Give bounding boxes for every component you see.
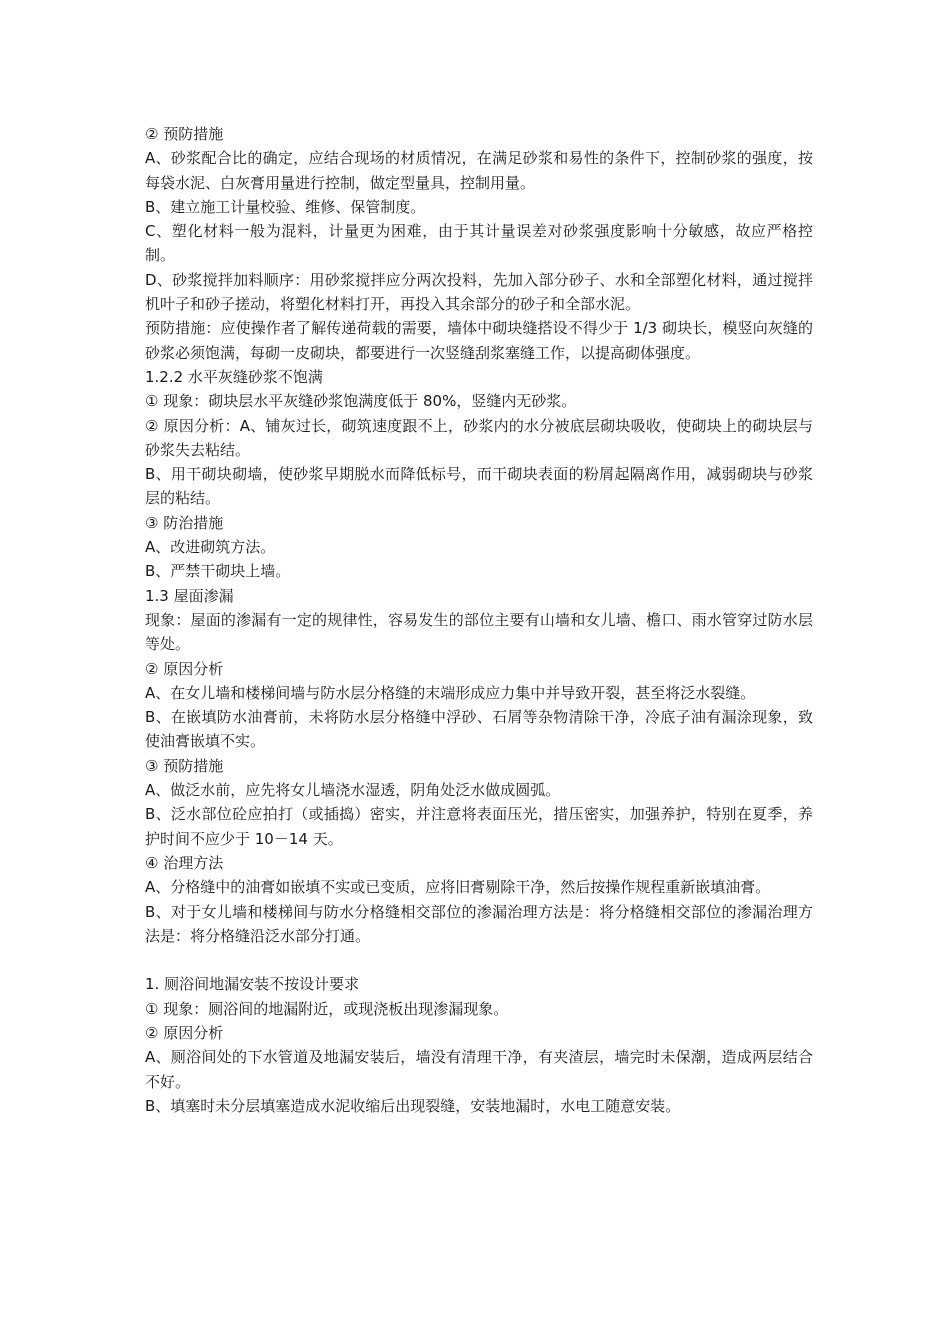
paragraph: 现象：屋面的渗漏有一定的规律性，容易发生的部位主要有山墙和女儿墙、檐口、雨水管穿过防水层等处。 <box>145 610 813 654</box>
paragraph: B、用干砌块砌墙，使砂浆早期脱水而降低标号，而干砌块表面的粉屑起隔离作用，减弱砌块与砂浆层的粘结。 <box>145 465 813 508</box>
document-page <box>145 122 813 1118</box>
paragraph: C、塑化材料一般为混料，计量更为困难，由于其计量误差对砂浆强度影响十分敏感，故应严格控制。 <box>145 222 813 265</box>
paragraph: A、砂浆配合比的确定，应结合现场的材质情况，在满足砂浆和易性的条件下，控制砂浆的强度，按每袋水泥、白灰膏用量进行控制，做定型量具，控制用量。 <box>145 149 813 192</box>
paragraph: A、做泛水前，应先将女儿墙浇水湿透，阴角处泛水做成圆弧。 <box>145 781 561 800</box>
paragraph: ① 现象：厕浴间的地漏附近，或现浇板出现渗漏现象。 <box>145 999 509 1018</box>
paragraph: 预防措施：应使操作者了解传递荷载的需要，墙体中砌块缝搭设不得少于 1/3 砌块长，模竖向灰缝的砂浆必须饱满，每砌一皮砌块，都要进行一次竖缝刮浆塞缝工作，以提高砌体强度。 <box>145 319 813 362</box>
paragraph: A、分格缝中的油膏如嵌填不实或已变质，应将旧膏剔除干净，然后按操作规程重新嵌填油膏。 <box>145 878 771 897</box>
paragraph: ② 原因分析 <box>145 1023 224 1042</box>
paragraph: A、在女儿墙和楼梯间墙与防水层分格缝的末端形成应力集中并导致开裂，甚至将泛水裂缝。 <box>145 683 756 702</box>
paragraph: ③ 预防措施 <box>145 756 224 775</box>
paragraph: 1.3 屋面渗漏 <box>145 586 234 605</box>
paragraph: A、改进砌筑方法。 <box>145 538 276 557</box>
paragraph: 1.2.2 水平灰缝砂浆不饱满 <box>145 367 323 386</box>
paragraph: ② 预防措施 <box>145 125 224 143</box>
paragraph: 1. 厕浴间地漏安装不按设计要求 <box>145 975 360 994</box>
paragraph: ② 原因分析 <box>145 659 224 678</box>
paragraph: D、砂浆搅拌加料顺序：用砂浆搅拌应分两次投料，先加入部分砂子、水和全部塑化材料，通过搅拌机叶子和砂子搓动，将塑化材料打开，再投入其余部分的砂子和全部水泥。 <box>145 270 813 314</box>
paragraph: ① 现象：砌块层水平灰缝砂浆饱满度低于 80%，竖缝内无砂浆。 <box>145 392 577 411</box>
paragraph: B、在嵌填防水油膏前，未将防水层分格缝中浮砂、石屑等杂物清除干净，冷底子油有漏涂现象，致使油膏嵌填不实。 <box>145 708 813 751</box>
paragraph: ③ 防治措施 <box>145 513 224 532</box>
paragraph: B、严禁干砌块上墙。 <box>145 562 291 581</box>
paragraph: ② 原因分析：A、铺灰过长，砌筑速度跟不上，砂浆内的水分被底层砌块吸收，使砌块上的砌块层与砂浆失去粘结。 <box>145 416 813 459</box>
blank-line <box>145 948 813 972</box>
paragraph: B、填塞时未分层填塞造成水泥收缩后出现裂缝，安装地漏时，水电工随意安装。 <box>145 1096 681 1115</box>
paragraph: ④ 治理方法 <box>145 853 224 872</box>
paragraph: B、泛水部位砼应拍打（或插捣）密实，并注意将表面压光，措压密实，加强养护，特别在夏季，养护时间不应少于 10－14 天。 <box>145 805 813 848</box>
paragraph: B、对于女儿墙和楼梯间与防水分格缝相交部位的渗漏治理方法是：将分格缝相交部位的渗漏治理方法是：将分格缝沿泛水部分打通。 <box>145 902 813 945</box>
paragraph: B、建立施工计量校验、维修、保管制度。 <box>145 197 426 216</box>
paragraph: A、厕浴间处的下水管道及地漏安装后，墙没有清理干净，有夹渣层，墙完时未保潮，造成两层结合不好。 <box>145 1048 813 1091</box>
